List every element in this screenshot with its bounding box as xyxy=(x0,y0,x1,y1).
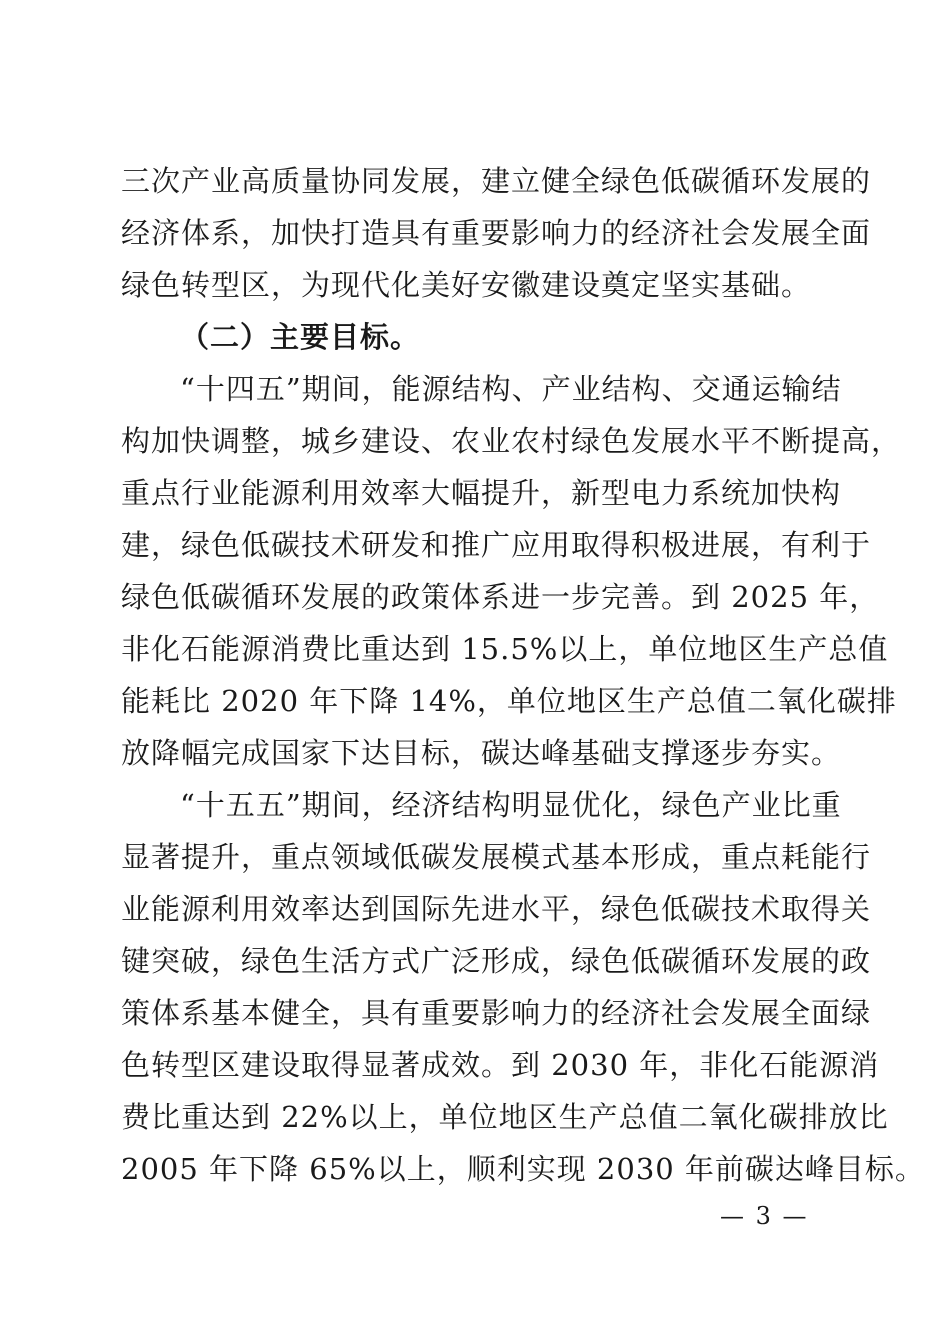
paragraph-3-line-1: “十五五”期间，经济结构明显优化，绿色产业比重 xyxy=(180,788,842,822)
paragraph-3-line-6: 色转型区建设取得显著成效。到 2030 年，非化石能源消 xyxy=(121,1048,880,1082)
paragraph-1-line-2: 经济体系，加快打造具有重要影响力的经济社会发展全面 xyxy=(121,216,872,250)
paragraph-2-line-1: “十四五”期间，能源结构、产业结构、交通运输结 xyxy=(180,372,842,406)
paragraph-3-line-2: 显著提升，重点领域低碳发展模式基本形成，重点耗能行 xyxy=(121,840,872,874)
paragraph-3-line-8: 2005 年下降 65%以上，顺利实现 2030 年前碳达峰目标。 xyxy=(121,1152,925,1186)
paragraph-2-line-5: 绿色低碳循环发展的政策体系进一步完善。到 2025 年， xyxy=(121,580,880,614)
paragraph-3-line-7: 费比重达到 22%以上，单位地区生产总值二氧化碳排放比 xyxy=(121,1100,889,1134)
paragraph-2-line-7: 能耗比 2020 年下降 14%，单位地区生产总值二氧化碳排 xyxy=(121,684,897,718)
page-number: — 3 — xyxy=(720,1202,809,1230)
paragraph-3-line-5: 策体系基本健全，具有重要影响力的经济社会发展全面绿 xyxy=(121,996,872,1030)
paragraph-2-line-2: 构加快调整，城乡建设、农业农村绿色发展水平不断提高， xyxy=(121,424,902,458)
paragraph-2-line-6: 非化石能源消费比重达到 15.5%以上，单位地区生产总值 xyxy=(121,632,889,666)
paragraph-2-line-3: 重点行业能源利用效率大幅提升，新型电力系统加快构 xyxy=(121,476,842,510)
paragraph-1-line-3: 绿色转型区，为现代化美好安徽建设奠定坚实基础。 xyxy=(121,268,812,302)
paragraph-3-line-3: 业能源利用效率达到国际先进水平，绿色低碳技术取得关 xyxy=(121,892,872,926)
paragraph-2-line-4: 建，绿色低碳技术研发和推广应用取得积极进展，有利于 xyxy=(121,528,872,562)
paragraph-3-line-4: 键突破，绿色生活方式广泛形成，绿色低碳循环发展的政 xyxy=(121,944,872,978)
paragraph-1-line-1: 三次产业高质量协同发展，建立健全绿色低碳循环发展的 xyxy=(121,164,872,198)
paragraph-2-line-8: 放降幅完成国家下达目标，碳达峰基础支撑逐步夯实。 xyxy=(121,736,842,770)
section-heading: （二）主要目标。 xyxy=(180,320,421,354)
